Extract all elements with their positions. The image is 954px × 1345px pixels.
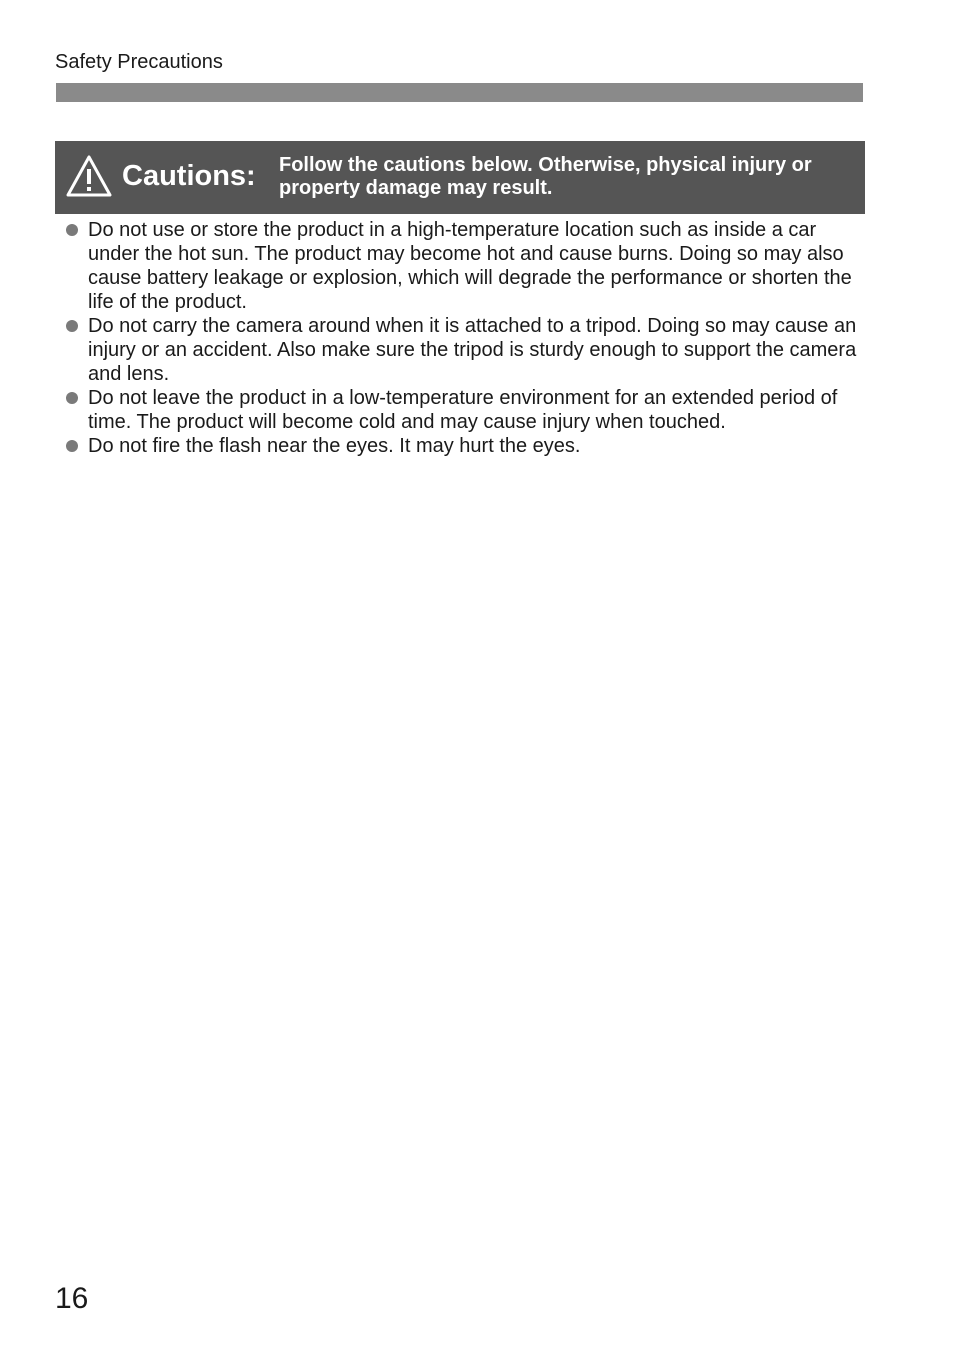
running-header: Safety Precautions bbox=[55, 51, 223, 73]
list-item-text: Do not fire the flash near the eyes. It may hurt the eyes. bbox=[88, 435, 581, 457]
list-item-text: Do not carry the camera around when it is attached to a tripod. Doing so may cause an injury or an accident. Also make sure the tripod is sturdy enough to support the camera and lens. bbox=[88, 315, 857, 385]
caution-list bbox=[55, 218, 865, 458]
list-item-text: Do not use or store the product in a high-temperature location such as inside a car under the hot sun. The product may become hot and cause burns. Doing so may also cause battery leakage or explosion, which will degrade the performance or shorten the life of the product. bbox=[88, 219, 852, 313]
list-item-text: Do not leave the product in a low-temperature environment for an extended period of time. The product will become cold and may cause injury when touched. bbox=[88, 387, 838, 433]
page-number: 16 bbox=[55, 1282, 89, 1315]
list-item bbox=[55, 434, 865, 458]
bullet-icon bbox=[66, 320, 78, 332]
bullet-icon bbox=[66, 392, 78, 404]
list-item bbox=[55, 218, 865, 314]
list-item bbox=[55, 314, 865, 386]
caution-banner bbox=[55, 141, 865, 214]
list-item bbox=[55, 386, 865, 434]
header-rule bbox=[56, 83, 863, 102]
bullet-icon bbox=[66, 224, 78, 236]
caution-title: Cautions: bbox=[122, 160, 256, 192]
bullet-icon bbox=[66, 440, 78, 452]
warning-triangle-icon bbox=[65, 154, 113, 198]
caution-message: Follow the cautions below. Otherwise, physical injury or property damage may result. bbox=[279, 154, 812, 199]
